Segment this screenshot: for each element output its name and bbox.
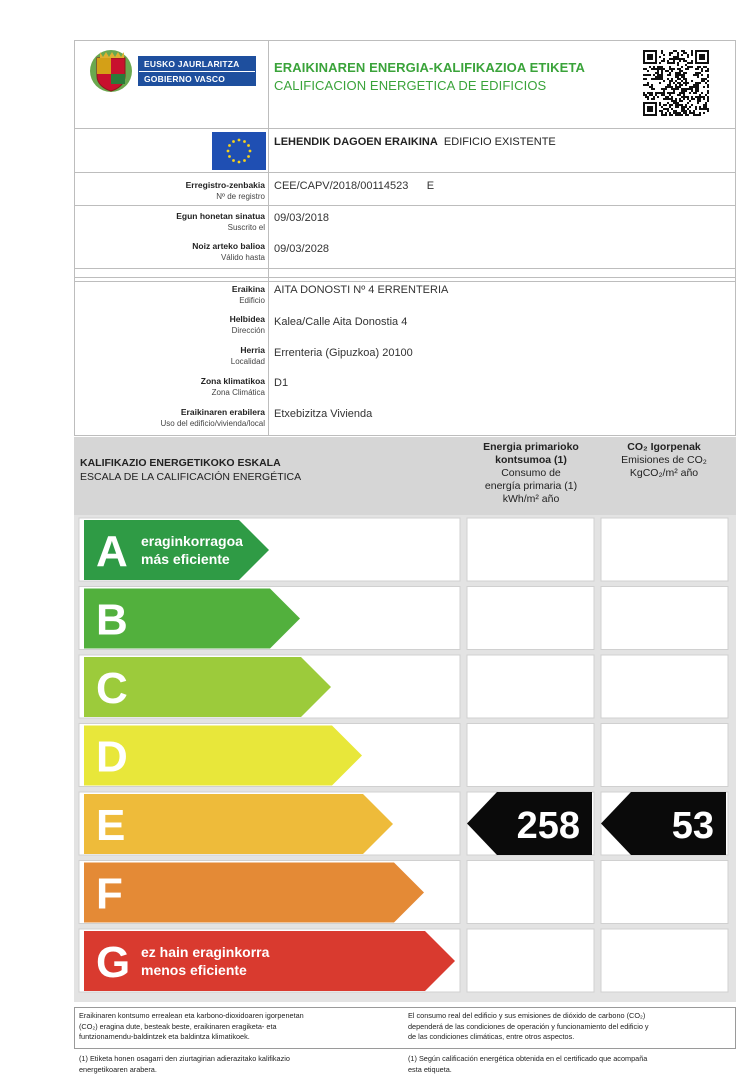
scale-end-label-eu: eraginkorragoa — [141, 533, 243, 549]
locality-label-eu: Herria — [240, 345, 265, 355]
use-label-es: Uso del edificio/vivienda/local — [160, 419, 265, 428]
page-title-eu: ERAIKINAREN ENERGIA-KALIFIKAZIOA ETIKETA — [274, 60, 585, 75]
footer-eu-line: (CO₂) eragina dute, besteak beste, eraikinaren eragiketa- eta — [79, 1021, 277, 1031]
energy-head-5: kWh/m² año — [502, 493, 560, 505]
class-g-arrow — [84, 931, 455, 991]
class-f-arrow — [84, 863, 424, 923]
class-letter: A — [96, 527, 128, 576]
energy-cell — [467, 587, 594, 650]
footer-eu-line: funtzionamendu-baldintzek eta baldintza klimatikoek. — [79, 1032, 250, 1041]
scale-end-label-eu: ez hain eraginkorra — [141, 944, 270, 960]
energy-cell — [467, 724, 594, 787]
co2-result-value: 53 — [671, 805, 714, 847]
co2-cell — [601, 724, 728, 787]
co2-cell — [601, 929, 728, 992]
energy-head-4: energía primaria (1) — [484, 480, 578, 492]
signed-label-es: Suscrito el — [227, 223, 265, 232]
co2-head-3: KgCO₂/m² año — [629, 467, 699, 479]
climate-zone-label-es: Zona Climática — [211, 388, 265, 397]
class-letter: G — [96, 938, 131, 987]
footer-es-line: dependerá de las condiciones de operación y funcionamiento del edificio y — [408, 1021, 649, 1031]
footer-es-main — [408, 1011, 733, 1043]
class-e-arrow — [84, 794, 393, 854]
valid-value: 09/03/2028 — [274, 243, 330, 255]
locality-value: Errenteria (Gipuzkoa) 20100 — [274, 347, 413, 359]
building-type-es: EDIFICIO EXISTENTE — [443, 136, 556, 148]
class-letter: C — [96, 664, 128, 713]
footer-eu-note-line: (1) Etiketa honen osagarri den ziurtagirian adierazitako kalifikazio — [79, 1054, 290, 1063]
signed-label-eu: Egun honetan sinatua — [176, 211, 265, 221]
valid-label-eu: Noiz arteko balioa — [192, 241, 265, 251]
footer-es-note — [408, 1054, 733, 1075]
address-value: Kalea/Calle Aita Donostia 4 — [274, 316, 408, 328]
footer-eu-note-line: energetikoaren arabera. — [79, 1064, 157, 1074]
energy-cell — [467, 655, 594, 718]
co2-cell — [601, 518, 728, 581]
footer-es-note-line: esta etiqueta. — [408, 1064, 452, 1074]
co2-cell — [601, 655, 728, 718]
climate-zone-value: D1 — [274, 377, 289, 389]
co2-head-2: Emisiones de CO₂ — [621, 454, 707, 466]
scale-end-label-es: menos eficiente — [141, 962, 247, 978]
class-letter: D — [96, 732, 128, 782]
page-title-es: CALIFICACION ENERGETICA DE EDIFICIOS — [274, 78, 547, 93]
logo-line-1: EUSKO JAURLARITZA — [144, 59, 240, 69]
energy-cell — [467, 861, 594, 924]
building-type-eu: LEHENDIK DAGOEN ERAIKINA — [274, 136, 438, 148]
address-label-es: Dirección — [231, 326, 265, 335]
use-value: Etxebizitza Vivienda — [274, 408, 373, 420]
footer-es-line: El consumo real del edificio y sus emisiones de dióxido de carbono (CO₂) — [408, 1011, 646, 1020]
co2-cell — [601, 587, 728, 650]
scale-end-label-es: más eficiente — [141, 551, 230, 567]
energy-head-1: Energia primarioko — [483, 441, 579, 453]
logo-line-2: GOBIERNO VASCO — [139, 71, 255, 86]
use-label-eu: Eraikinaren erabilera — [180, 407, 265, 417]
footer-eu-note — [79, 1054, 389, 1075]
footer-eu-line: Eraikinaren kontsumo errealean eta karbono-dioxidoaren igorpenetan — [79, 1011, 304, 1020]
building-value: AITA DONOSTI Nº 4 ERRENTERIA — [274, 284, 449, 296]
scale-title-eu: KALIFIKAZIO ENERGETIKOKO ESKALA — [80, 457, 281, 469]
address-label-eu: Helbidea — [229, 314, 265, 324]
footer-eu-main — [79, 1011, 389, 1043]
climate-zone-label-eu: Zona klimatikoa — [200, 376, 265, 386]
energy-result-value: 258 — [516, 805, 580, 847]
locality-label-es: Localidad — [230, 357, 265, 366]
registry-letter: E — [426, 180, 435, 192]
co2-cell — [601, 861, 728, 924]
footer-es-note-line: (1) Según calificación energética obtenida en el certificado que acompaña — [408, 1054, 648, 1063]
class-letter: F — [96, 869, 123, 919]
energy-cell — [467, 929, 594, 992]
registry-label-es: Nº de registro — [216, 192, 265, 201]
building-label-eu: Eraikina — [231, 284, 265, 294]
energy-cell — [467, 518, 594, 581]
building-label-es: Edificio — [239, 296, 265, 305]
scale-title-es: ESCALA DE LA CALIFICACIÓN ENERGÉTICA — [80, 471, 302, 483]
co2-head-1: CO₂ Igorpenak — [627, 441, 701, 453]
energy-head-3: Consumo de — [501, 467, 561, 479]
valid-label-es: Válido hasta — [220, 253, 265, 262]
registry-label-eu: Erregistro-zenbakia — [185, 180, 265, 190]
footer-es-line: de las condiciones climáticas, entre otros aspectos. — [408, 1032, 575, 1041]
class-letter: B — [96, 595, 128, 645]
energy-head-2: kontsumoa (1) — [495, 454, 567, 466]
signed-value: 09/03/2018 — [274, 212, 330, 224]
class-letter: E — [96, 801, 126, 850]
registry-number: CEE/CAPV/2018/00114523 — [274, 180, 409, 192]
